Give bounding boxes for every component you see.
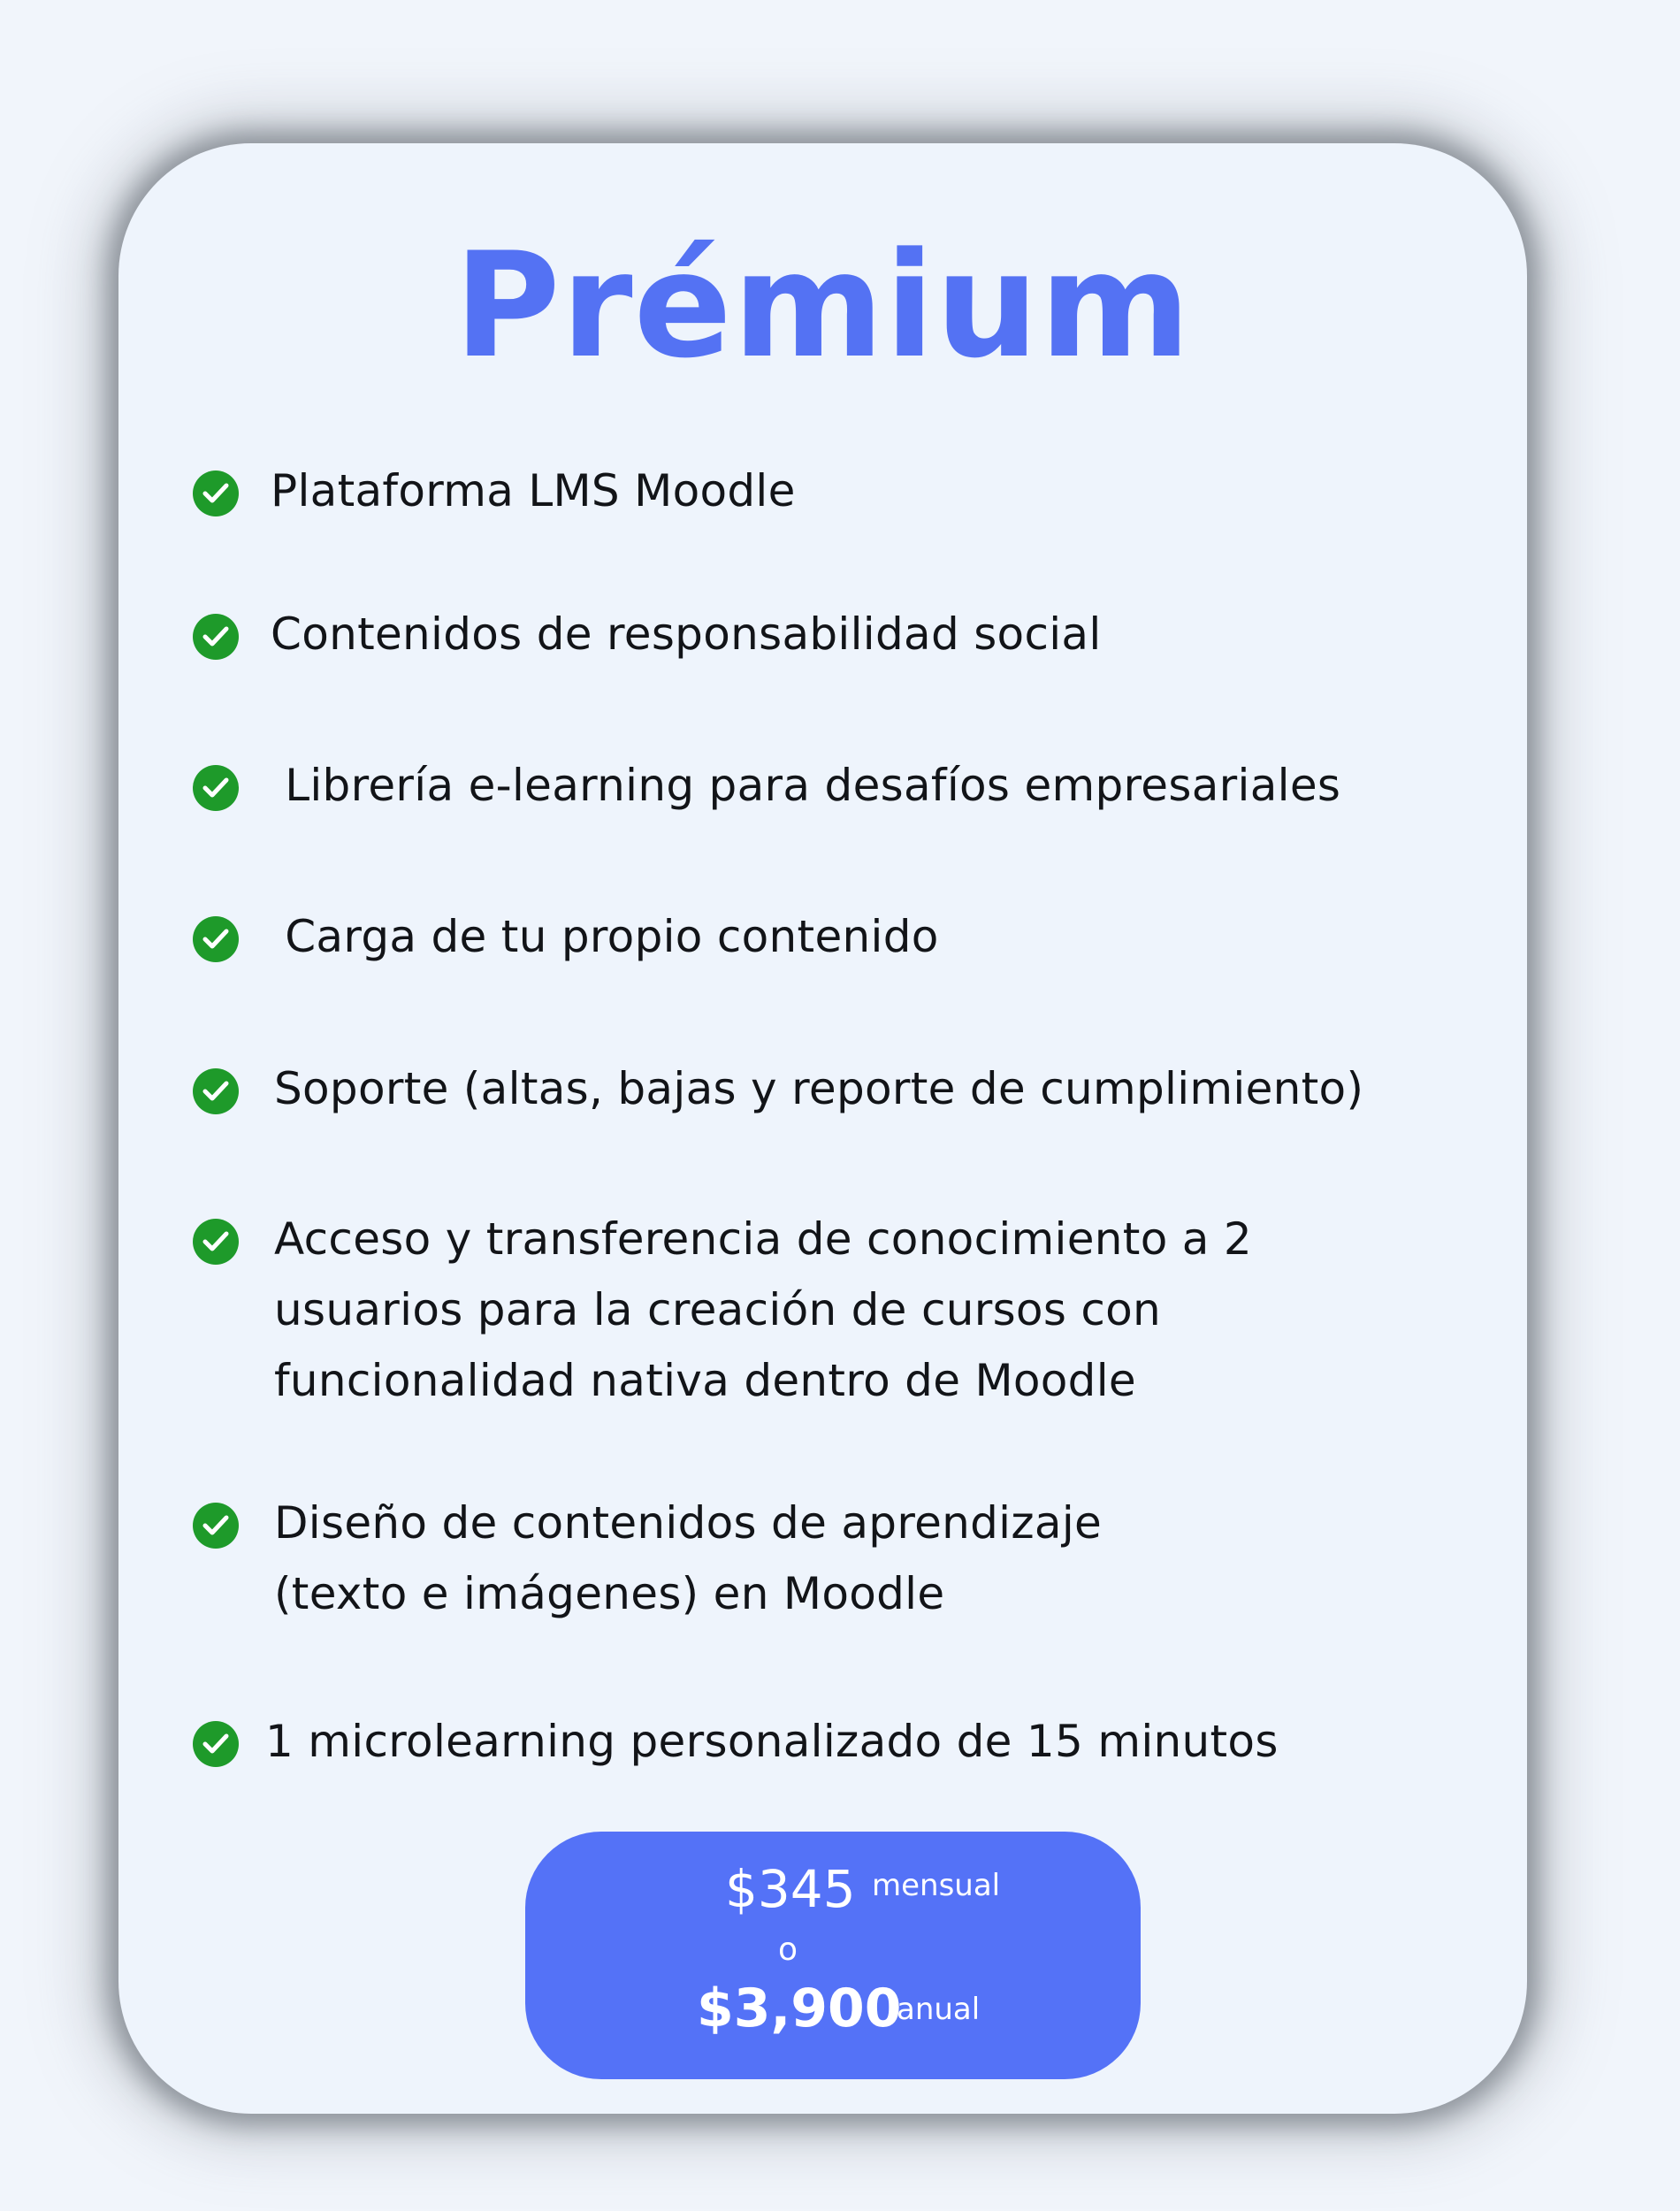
pricing-card: [118, 143, 1527, 2114]
check-circle-icon: [193, 1068, 239, 1114]
check-circle-icon: [193, 1721, 239, 1767]
annual-unit: anual: [897, 1992, 981, 2027]
check-circle-icon: [193, 471, 239, 516]
plan-title: Prémium: [454, 221, 1192, 390]
check-circle-icon: [193, 1503, 239, 1549]
feature-text: Plataforma LMS Moodle: [271, 465, 796, 516]
feature-text: Carga de tu propio contenido: [271, 911, 939, 962]
feature-text: Contenidos de responsabilidad social: [271, 608, 1102, 660]
check-circle-icon: [193, 765, 239, 811]
monthly-unit: mensual: [872, 1868, 1001, 1903]
feature-text: Soporte (altas, bajas y reporte de cumplimiento): [274, 1063, 1364, 1114]
check-circle-icon: [193, 1219, 239, 1265]
feature-text: Librería e-learning para desafíos empresariales: [271, 760, 1341, 811]
feature-text: 1 microlearning personalizado de 15 minutos: [265, 1716, 1279, 1767]
monthly-price: $345: [725, 1859, 856, 1919]
annual-price: $3,900: [697, 1978, 902, 2039]
feature-text: Acceso y transferencia de conocimiento a 2 usuarios para la creación de cursos con funcionalidad nativa dentro de Moodle: [274, 1213, 1253, 1406]
check-circle-icon: [193, 614, 239, 660]
price-separator: o: [778, 1932, 798, 1968]
check-circle-icon: [193, 916, 239, 962]
feature-text: Diseño de contenidos de aprendizaje (texto e imágenes) en Moodle: [274, 1497, 1103, 1619]
price-box: [525, 1832, 1141, 2079]
